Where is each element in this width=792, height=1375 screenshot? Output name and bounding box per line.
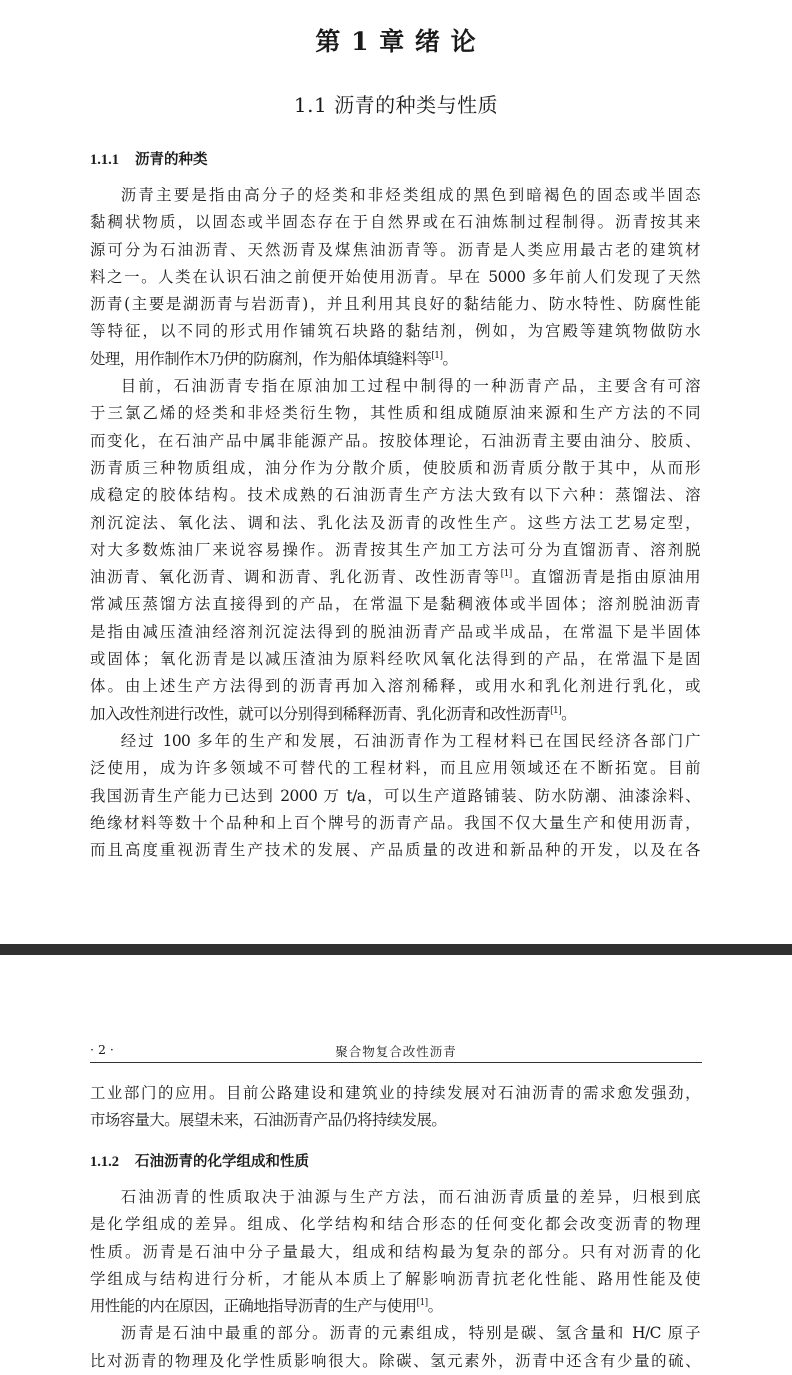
text-run: 处理，用作制作木乃伊的防腐剂，作为船体填缝料等 — [90, 349, 432, 368]
page-divider — [0, 944, 792, 955]
text-line — [90, 701, 700, 728]
text-line: 剂沉淀法、氧化法、调和法、乳化法及沥青的改性生产。这些方法工艺易定型， — [90, 513, 700, 532]
text-line: 或固体；氧化沥青是以减压渣油为原料经吹风氧化法得到的产品，在常温下是固 — [90, 650, 700, 669]
text-line: 黏稠状物质，以固态或半固态存在于自然界或在石油炼制过程制得。沥青按其来 — [90, 213, 700, 232]
text-line: 沥青主要是指由高分子的烃类和非烃类组成的黑色到暗褐色的固态或半固态 — [120, 186, 700, 204]
subsection-heading-1-1-1 — [90, 148, 208, 169]
subsection-heading-1-1-2 — [90, 1150, 309, 1171]
citation: [1] — [500, 569, 512, 580]
text-line — [90, 564, 700, 591]
book-title: 聚合物复合改性沥青 — [335, 1044, 457, 1059]
citation: [1] — [431, 350, 443, 361]
subsection-title: 石油沥青的化学组成和性质 — [135, 1154, 309, 1170]
text-line: 等特征，以不同的形式用作铺筑石块路的黏结剂，例如，为宫殿等建筑物做防水 — [90, 322, 700, 341]
text-run: 油沥青、氧化沥青、调和沥青、乳化沥青、改性沥青等 — [90, 568, 501, 587]
text-line: 我国沥青生产能力已达到 2000 万 t/a，可以生产道路铺装、防水防潮、油漆涂料、 — [90, 786, 700, 805]
text-line: 绝缘材料等数十个品种和上百个牌号的沥青产品。我国不仅大量生产和使用沥青， — [90, 813, 700, 832]
paragraph-4 — [90, 1184, 700, 1375]
text-run: 。 — [427, 1297, 443, 1316]
citation: [1] — [416, 1298, 428, 1309]
text-line: 源可分为石油沥青、天然沥青及煤焦油沥青等。沥青是人类应用最古老的建筑材 — [90, 240, 700, 259]
text-line: 市场容量大。展望未来，石油沥青产品仍将持续发展。 — [90, 1111, 447, 1130]
running-header — [90, 1040, 702, 1063]
text-run: 。 — [561, 704, 577, 723]
text-line: 性质。沥青是石油中分子量最大，组成和结构最为复杂的部分。只有对沥青的化 — [90, 1242, 700, 1261]
text-line: 是化学组成的差异。组成、化学结构和结合形态的任何变化都会改变沥青的物理 — [90, 1215, 700, 1234]
text-run: 。直馏沥青是指由原油用 — [511, 568, 700, 587]
text-line: 经过 100 多年的生产和发展，石油沥青作为工程材料已在国民经济各部门广 — [120, 731, 700, 750]
text-line: 石油沥青的性质取决于油源与生产方法，而石油沥青质量的差异，归根到底 — [120, 1188, 700, 1206]
text-line: 而变化，在石油产品中属非能源产品。按胶体理论，石油沥青主要由油分、胶质、 — [90, 431, 700, 450]
text-line: 泛使用，成为许多领域不可替代的工程材料，而且应用领域还在不断拓宽。目前 — [90, 759, 700, 778]
text-line: 对大多数炼油厂来说容易操作。沥青按其生产加工方法可分为直馏沥青、溶剂脱 — [90, 540, 700, 559]
text-run: 。 — [442, 349, 458, 368]
chapter-title: 第 1 章 绪 论 — [315, 27, 477, 56]
text-line: 工业部门的应用。目前公路建设和建筑业的持续发展对石油沥青的需求愈发强劲， — [90, 1084, 700, 1102]
text-run: 加入改性剂进行改性，就可以分别得到稀释沥青、乳化沥青和改性沥青 — [90, 704, 551, 723]
text-line: 沥青质三种物质组成，油分作为分散介质，使胶质和沥青质分散于其中，从而形 — [90, 458, 700, 477]
text-line: 于三氯乙烯的烃类和非烃类衍生物，其性质和组成随原油来源和生产方法的不同 — [90, 404, 700, 423]
text-line: 料之一。人类在认识石油之前便开始使用沥青。早在 5000 多年前人们发现了天然 — [90, 267, 700, 286]
subsection-number: 1.1.2 — [90, 1154, 119, 1170]
text-run: 用性能的内在原因，正确地指导沥青的生产与使用 — [90, 1297, 417, 1316]
text-line: 比对沥青的物理及化学性质影响很大。除碳、氢元素外，沥青中还含有少量的硫、 — [90, 1351, 700, 1370]
text-line: 学组成与结构进行分析，才能从本质上了解影响沥青抗老化性能、路用性能及使 — [90, 1269, 700, 1288]
text-line: 沥青(主要是湖沥青与岩沥青)，并且利用其良好的黏结能力、防水特性、防腐性能 — [90, 295, 700, 314]
paragraph-1 — [90, 182, 700, 864]
paragraph-continued — [90, 1080, 700, 1135]
text-line: 是指由减压渣油经溶剂沉淀法得到的脱油沥青产品或半成品，在常温下是半固体 — [90, 622, 700, 641]
section-title: 1.1 沥青的种类与性质 — [293, 93, 499, 117]
citation: [1] — [550, 705, 562, 716]
text-line: 沥青是石油中最重的部分。沥青的元素组成，特别是碳、氢含量和 H/C 原子 — [120, 1324, 700, 1343]
text-line — [90, 346, 700, 373]
text-line — [90, 1293, 700, 1320]
page-number: · 2 · — [90, 1042, 114, 1057]
subsection-title: 沥青的种类 — [135, 152, 208, 168]
text-line: 常减压蒸馏方法直接得到的产品，在常温下是黏稠液体或半固体；溶剂脱油沥青 — [90, 595, 700, 614]
text-line: 成稳定的胶体结构。技术成熟的石油沥青生产方法大致有以下六种：蒸馏法、溶 — [90, 486, 700, 505]
text-line: 而且高度重视沥青生产技术的发展、产品质量的改进和新品种的开发，以及在各 — [90, 841, 700, 860]
subsection-number: 1.1.1 — [90, 152, 119, 168]
text-line: 体。由上述生产方法得到的沥青再加入溶剂稀释，或用水和乳化剂进行乳化，或 — [90, 677, 700, 696]
text-line: 目前，石油沥青专指在原油加工过程中制得的一种沥青产品，主要含有可溶 — [120, 377, 700, 396]
